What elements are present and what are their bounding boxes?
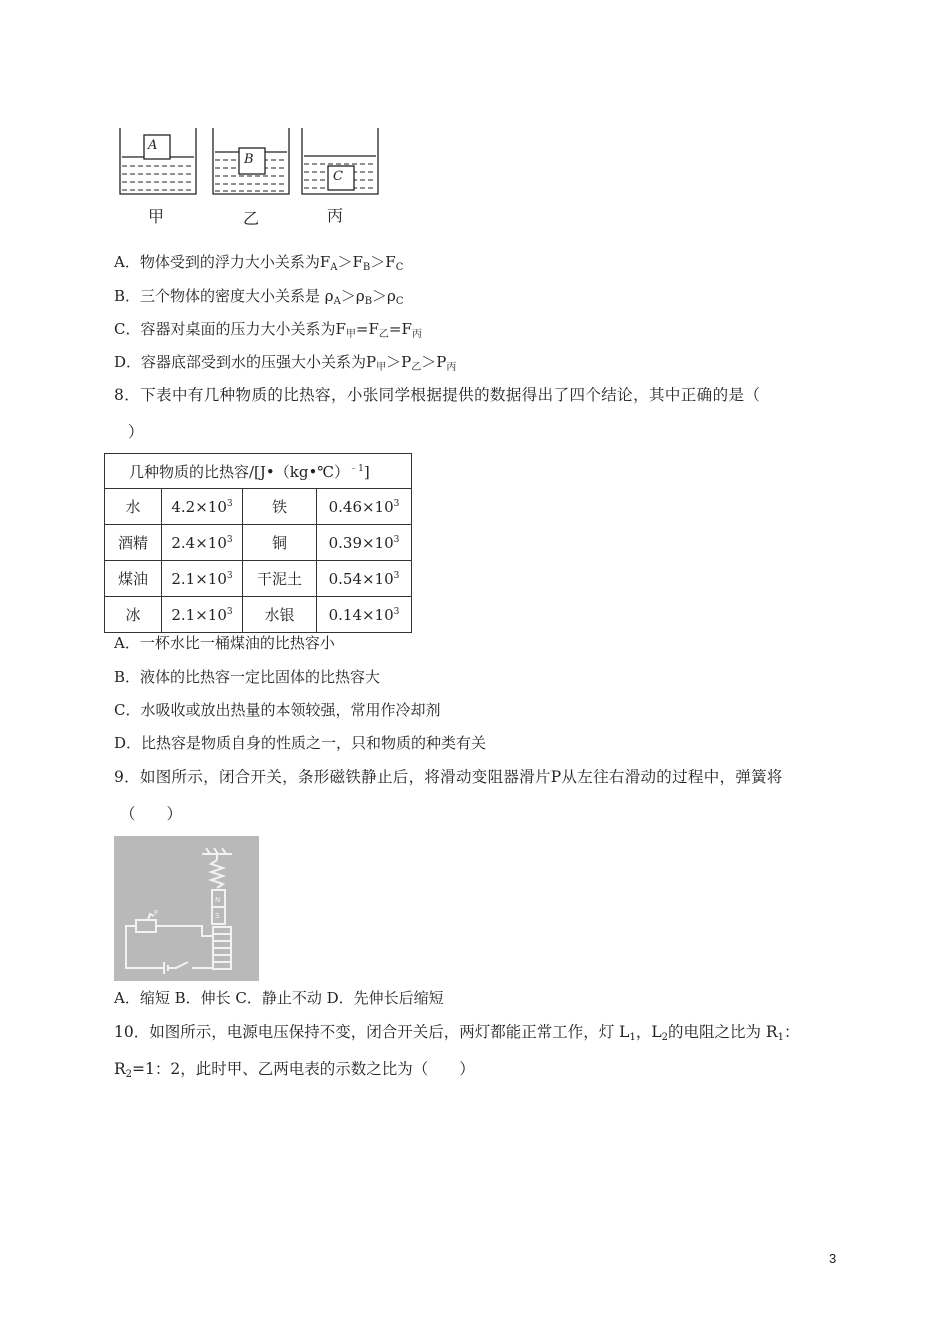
- page-number: 3: [829, 1251, 837, 1266]
- q7-option-b: B．三个物体的密度大小关系是 $\rho_A>\rho_B>\rho_C$: [114, 287, 404, 307]
- q8-option-c: C．水吸收或放出热量的本领较强，常用作冷却剂: [114, 701, 441, 719]
- container-label-jia: 甲: [148, 207, 165, 226]
- block-label-a: A: [148, 138, 158, 153]
- q8-option-b: B．液体的比热容一定比固体的比热容大: [114, 668, 381, 686]
- table-cell: 煤油: [105, 561, 162, 597]
- specific-heat-table: [104, 453, 412, 633]
- q8-option-a: A．一杯水比一桶煤油的比热容小: [114, 634, 335, 652]
- table-cell: $4.2\times 10^3$: [162, 489, 243, 525]
- q7-option-a: A．物体受到的浮力大小关系为$F_A>F_B>F_C$: [114, 253, 404, 273]
- block-label-b: B: [244, 152, 254, 167]
- table-cell: $2.1\times 10^3$: [162, 597, 243, 633]
- table-row: [105, 561, 412, 597]
- q9-options: A．缩短 B．伸长 C．静止不动 D．先伸长后缩短: [114, 989, 444, 1007]
- table-row: [105, 597, 412, 633]
- block-label-c: C: [333, 169, 343, 184]
- q8-stem-line1: 8．下表中有几种物质的比热容，小张同学根据提供的数据得出了四个结论，其中正确的是（: [114, 386, 761, 404]
- table-header: 几种物质的比热容/[J•（kg•℃）$^{﹣1}$]: [105, 454, 412, 489]
- q8-stem-line2: ）: [128, 423, 144, 441]
- q8-option-d: D．比热容是物质自身的性质之一，只和物质的种类有关: [114, 734, 487, 752]
- table-cell: 铜: [243, 525, 317, 561]
- table-cell: $0.39\times 10^3$: [317, 525, 412, 561]
- table-cell: 水银: [243, 597, 317, 633]
- table-cell: 冰: [105, 597, 162, 633]
- q10-stem-line1: 10．如图所示，电源电压保持不变，闭合开关后，两灯都能正常工作，灯 $L_1$，$L_2$的电阻之比为 $R_1$：: [114, 1023, 800, 1043]
- table-cell: 酒精: [105, 525, 162, 561]
- table-header-row: [105, 454, 412, 489]
- table-cell: 水: [105, 489, 162, 525]
- table-cell: $0.46\times 10^3$: [317, 489, 412, 525]
- q9-stem-line2: （ ）: [120, 805, 183, 823]
- table-cell: $2.4\times 10^3$: [162, 525, 243, 561]
- table-cell: 铁: [243, 489, 317, 525]
- q9-stem-line1: 9．如图所示，闭合开关，条形磁铁静止后，将滑动变阻器滑片P从左往右滑动的过程中，弹簧将: [114, 768, 783, 786]
- table-cell: $0.14\times 10^3$: [317, 597, 412, 633]
- q10-stem-line2: $R_2=1$：2，此时甲、乙两电表的示数之比为（ ）: [114, 1060, 475, 1080]
- table-cell: $2.1\times 10^3$: [162, 561, 243, 597]
- electromagnet-figure: [114, 836, 259, 981]
- magnet-label-s: S: [215, 912, 220, 920]
- table-row: [105, 525, 412, 561]
- q7-option-c: C．容器对桌面的压力大小关系为$F_甲=F_乙=F_丙$: [114, 320, 422, 340]
- slider-label-p: P: [154, 909, 159, 917]
- magnet-label-n: N: [215, 896, 221, 904]
- container-label-yi: 乙: [243, 209, 260, 228]
- table-cell: $0.54\times 10^3$: [317, 561, 412, 597]
- q7-option-d: D．容器底部受到水的压强大小关系为$P_甲>P_乙>P_丙$: [114, 353, 457, 373]
- container-label-bing: 丙: [327, 206, 344, 225]
- table-row: [105, 489, 412, 525]
- table-cell: 干泥土: [243, 561, 317, 597]
